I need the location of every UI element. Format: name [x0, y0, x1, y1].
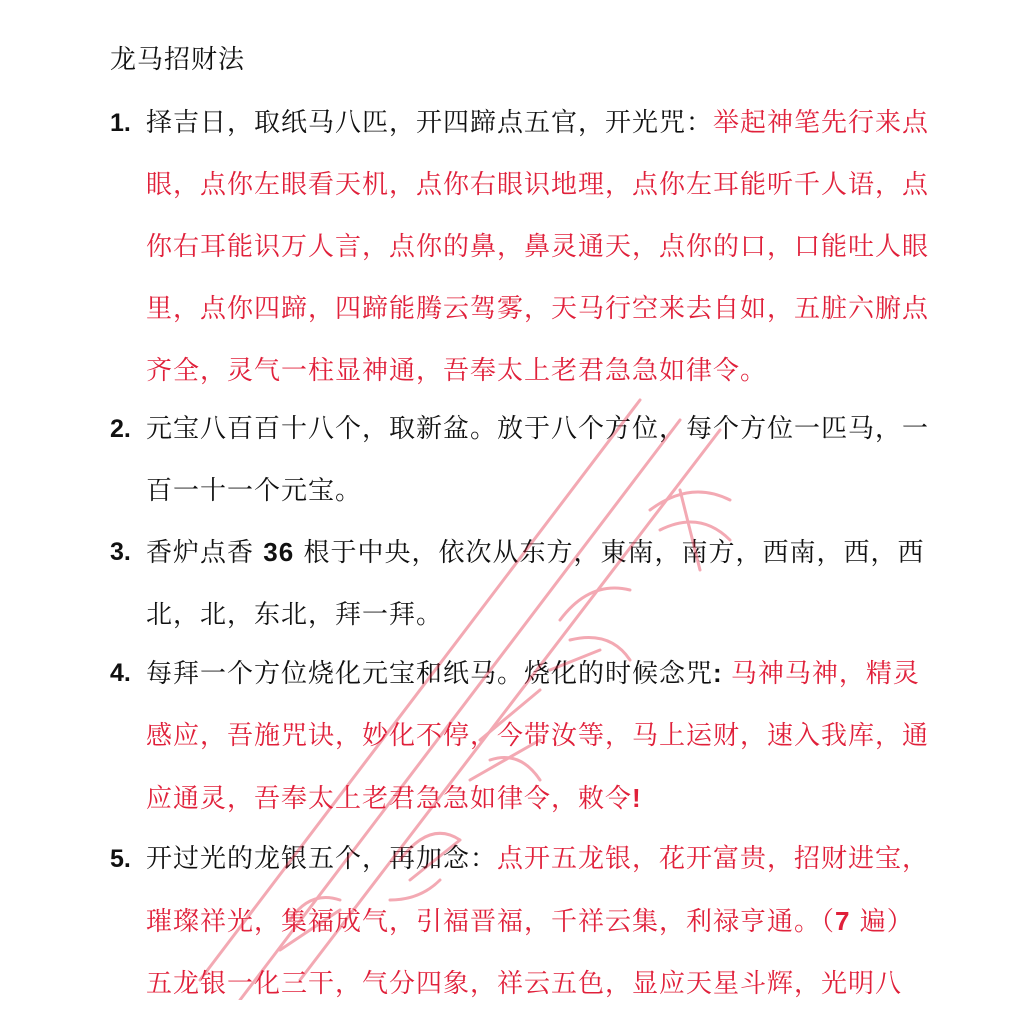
item-incantation-continued: 遍）五龙银一化三干，气分四象，祥云五色，显应天星斗辉，光明八: [146, 907, 914, 999]
item-incantation: 点开五龙银，花开富贵，招财进宝，璀璨祥光，集福成气，引福晋福，千祥云集，利禄亨通。（: [146, 844, 930, 937]
item-incantation: 举起神笔先行来点眼，点你左眼看天机，点你右眼识地理，点你左耳能听千人语，点你右耳能识万人言，点你的鼻，鼻灵通天，点你的口，口能吐人眼里，点你四蹄，四蹄能腾云驾雾，天马行空来去自如，五脏六腑点齐全，灵气一柱显神通，吾奉太上老君急急如律令。: [146, 108, 930, 386]
item-text: [146, 828, 940, 1015]
item-number: 4.: [110, 659, 131, 687]
item-instruction: 每拜一个方位烧化元宝和纸马。烧化的时候念咒: [146, 659, 714, 689]
item-instruction: 香炉点香: [146, 538, 264, 568]
item-number: 5.: [110, 845, 131, 873]
item-instruction-rest: 根于中央，依次从东方，東南，南方，西南，西，西北，北，东北，拜一拜。: [146, 538, 925, 630]
item-number: 2.: [110, 415, 131, 443]
list-item-3: [110, 521, 940, 646]
item-text: [146, 521, 940, 646]
document-title: 龙马招财法: [110, 45, 246, 75]
item-text: [146, 398, 940, 522]
list-item-1: [110, 92, 940, 402]
item-exclamation: !: [632, 783, 642, 813]
item-number: 3.: [110, 538, 131, 566]
item-text: [146, 92, 940, 402]
item-text: [146, 642, 940, 830]
item-repeat-count: 7: [835, 906, 851, 936]
item-number-emphasis: 36: [263, 537, 295, 567]
item-instruction: 择吉日，取纸马八匹，开四蹄点五官，开光咒：: [146, 108, 714, 138]
list-item-2: [110, 398, 940, 522]
item-incantation: 马神马神，精灵感应，吾施咒诀，妙化不停，今带汝等，马上运财，速入我库，通应通灵，吾奉太上老君急急如律令，敕令: [146, 659, 930, 814]
item-colon: :: [713, 658, 731, 688]
list-item-4: [110, 642, 940, 830]
item-number: 1.: [110, 109, 131, 137]
list-item-5: [110, 828, 940, 1015]
item-instruction: 元宝八百百十八个，取新盆。放于八个方位，每个方位一匹马，一百一十一个元宝。: [146, 414, 930, 506]
item-instruction: 开过光的龙银五个，再加念：: [146, 844, 498, 874]
